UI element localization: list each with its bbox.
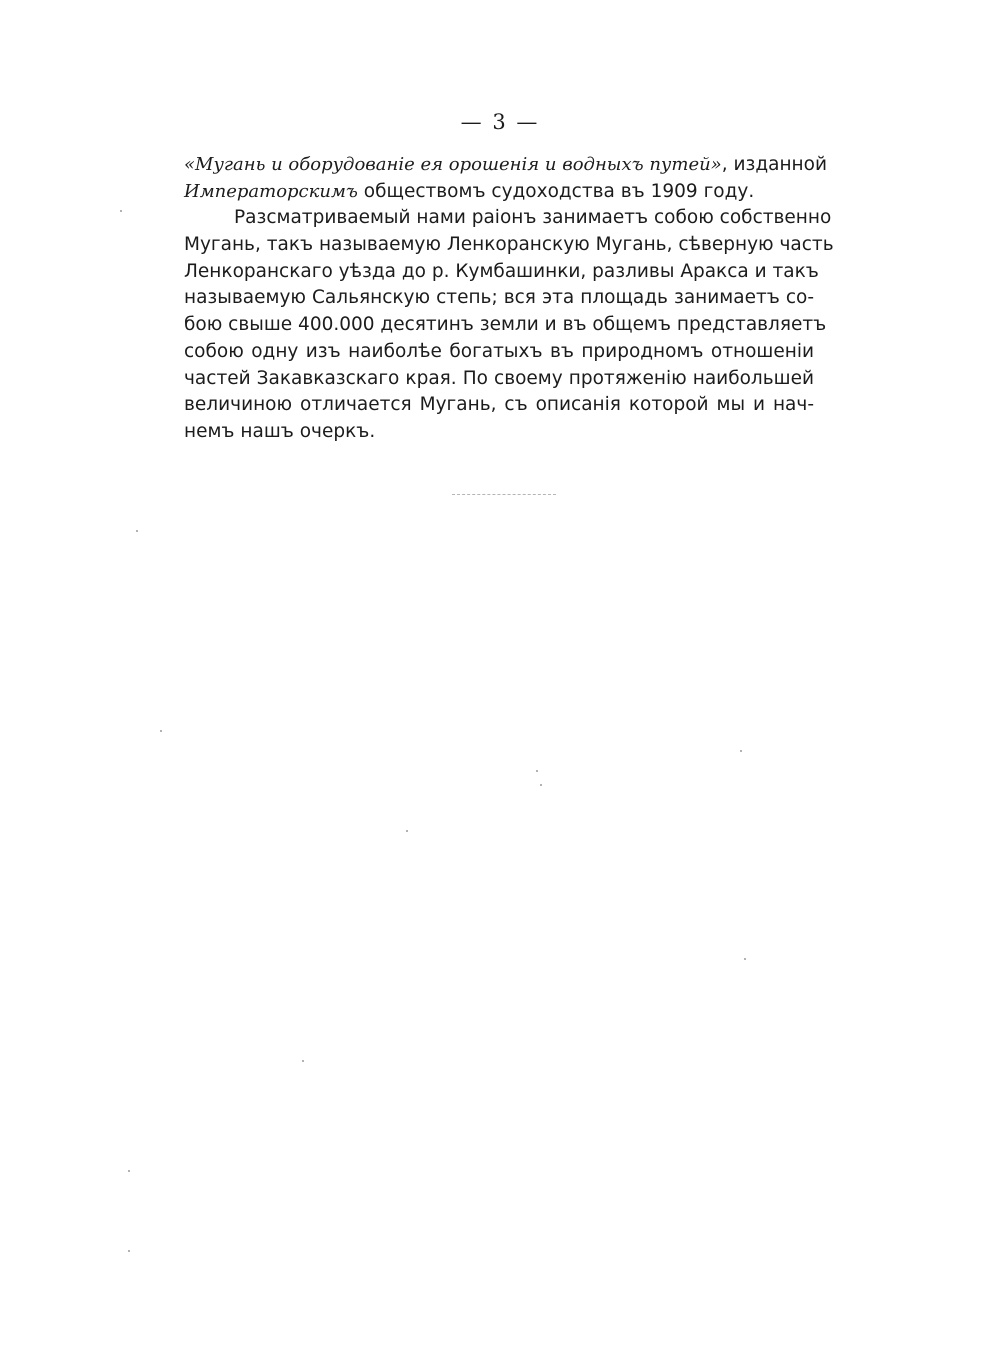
page-number: — 3 —	[460, 110, 540, 134]
scan-speck	[536, 770, 538, 772]
scan-speck	[740, 750, 742, 752]
scan-speck	[120, 210, 122, 212]
text-line: Разсматриваемый нами раіонъ занимаетъ собою собственно	[234, 207, 832, 229]
text-line: Ленкоранскаго уѣзда до р. Кумбашинки, разливы Аракса и такъ	[184, 260, 819, 282]
scan-speck	[302, 1060, 304, 1062]
text-fragment: обществомъ судоходства въ 1909 году.	[357, 180, 755, 202]
text-line	[184, 152, 827, 179]
scan-speck	[136, 530, 138, 532]
text-line: Мугань, такъ называемую Ленкоранскую Мугань, сѣверную часть	[184, 234, 834, 256]
scan-speck	[406, 830, 408, 832]
scan-speck	[744, 958, 746, 960]
text-line	[184, 179, 814, 206]
text-line: величиною отличается Мугань, съ описанія которой мы и нач-	[184, 394, 814, 416]
text-line: собою одну изъ наиболѣе богатыхъ въ природномъ отношеніи	[184, 340, 814, 362]
text-fragment: , изданной	[721, 154, 827, 175]
end-separator-line	[452, 494, 556, 495]
scan-speck	[128, 1250, 130, 1252]
text-line: бою свыше 400.000 десятинъ земли и въ общемъ представляетъ	[184, 314, 827, 336]
scan-speck	[128, 1170, 130, 1172]
italic-title: «Мугань и оборудованіе ея орошенія и водныхъ путей»	[184, 154, 722, 175]
text-line: частей Закавказскаго края. По своему протяженію наибольшей	[184, 367, 814, 389]
scan-speck	[160, 730, 162, 732]
text-line: немъ нашъ очеркъ.	[184, 420, 376, 442]
italic-name: Императорскимъ	[184, 180, 358, 202]
text-block	[184, 152, 834, 446]
scan-speck	[540, 784, 542, 786]
text-line: называемую Сальянскую степь; вся эта площадь занимаетъ со-	[184, 287, 814, 309]
